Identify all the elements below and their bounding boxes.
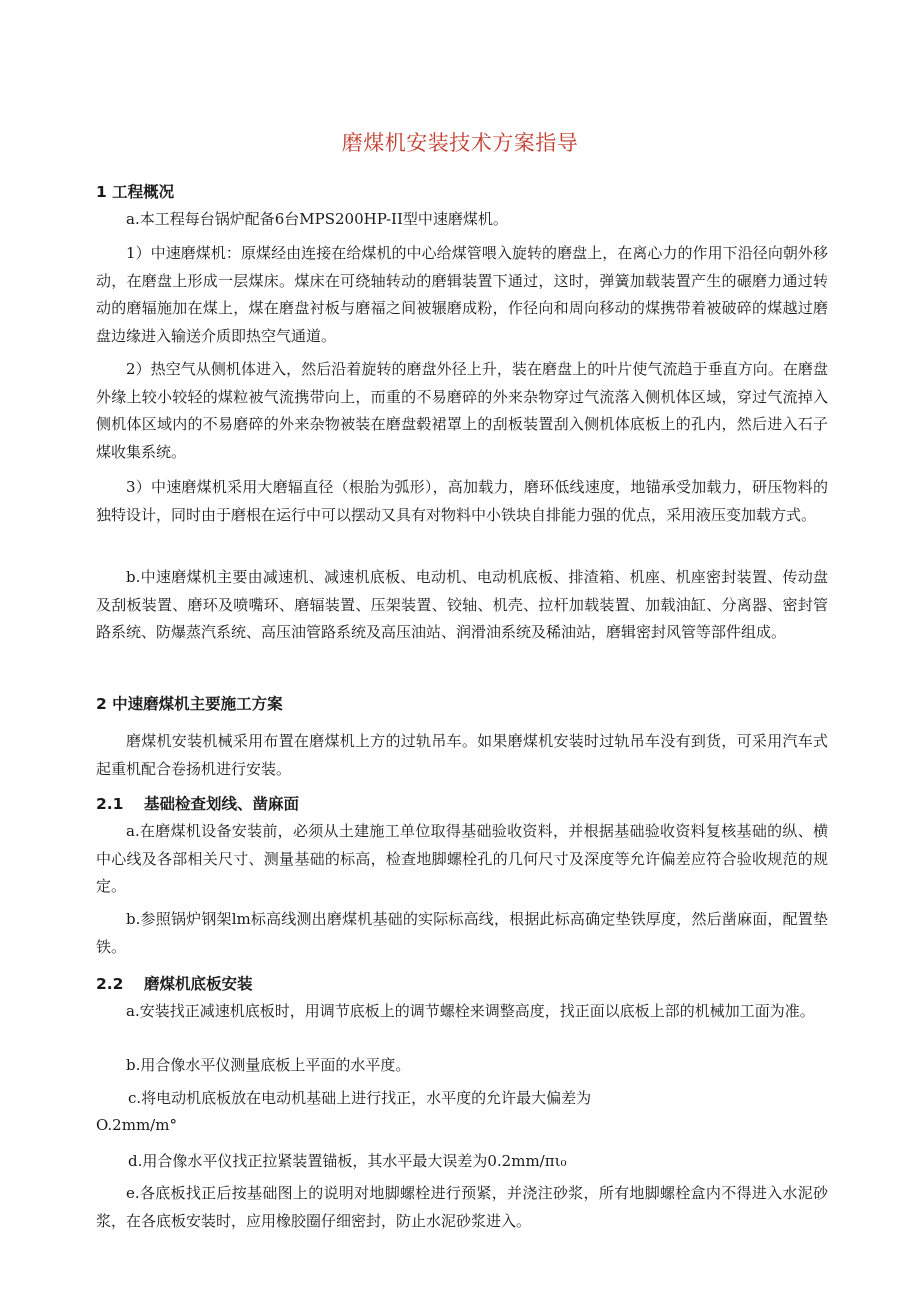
section-2-1-item-a: a.在磨煤机设备安装前，必须从土建施工单位取得基础验收资料，并根据基础验收资料复核基础的纵、横中心线及各部相关尺寸、测量基础的标高，检查地脚螺栓孔的几何尺寸及深度等允许偏差应符合验收规范的规定。 <box>96 822 828 895</box>
section-2-2-item-c: c.将电动机底板放在电动机基础上进行找正，水平度的允许最大偏差为 <box>128 1089 592 1107</box>
section-2-2-item-e: e.各底板找正后按基础图上的说明对地脚螺栓进行预紧，并浇注砂浆，所有地脚螺栓盒内不得进入水泥砂浆，在各底板安装时，应用橡胶圈仔细密封，防止水泥砂浆进入。 <box>96 1184 828 1230</box>
section-2-2-heading <box>96 972 253 994</box>
section-1-para-3: 3）中速磨煤机采用大磨辐直径（根胎为弧形），高加载力，磨环低线速度，地锚承受加载力，研压物料的独特设计，同时由于磨根在运行中可以摆动又具有对物料中小铁块自排能力强的优点，采用液压变加载方式。 <box>96 478 828 524</box>
section-2-2-item-c-value: O.2mm/m° <box>96 1116 177 1134</box>
section-2-1-item-b: b.参照锅炉钢架lm标高线测出磨煤机基础的实际标高线，根据此标高确定垫铁厚度，然后凿麻面，配置垫铁。 <box>96 910 828 956</box>
section-1-item-b: b.中速磨煤机主要由减速机、减速机底板、电动机、电动机底板、排渣箱、机座、机座密封装置、传动盘及刮板装置、磨环及喷嘴环、磨辐装置、压架装置、铰轴、机壳、拉杆加载装置、加载油缸、分离器、密封管路系统、防爆蒸汽系统、高压油管路系统及高压油站、润滑油系统及稀油站，磨辑密封风管等部件组成。 <box>96 568 828 641</box>
section-1-para-2: 2）热空气从侧机体进入，然后沿着旋转的磨盘外径上升，装在磨盘上的叶片使气流趋于垂直方向。在磨盘外缘上较小较轻的煤粒被气流携带向上，而重的不易磨碎的外来杂物穿过气流落入侧机体区域，穿过气流掉入侧机体区域内的不易磨碎的外来杂物被装在磨盘毂裙罩上的刮板装置刮入侧机体底板上的孔内，然后进入石子煤收集系统。 <box>96 360 828 461</box>
section-2-1-number: 2.1 <box>96 795 124 813</box>
section-2-1-title: 基础检查划线、凿麻面 <box>144 795 300 813</box>
section-2-2-number: 2.2 <box>96 975 124 993</box>
section-2-heading: 2 中速磨煤机主要施工方案 <box>96 695 283 713</box>
section-2-2-item-b: b.用合像水平仪测量底板上平面的水平度。 <box>126 1056 411 1074</box>
section-2-1-heading <box>96 792 299 814</box>
section-2-2-title: 磨煤机底板安装 <box>144 975 253 993</box>
section-1-item-a: a.本工程每台锅炉配备6台MPS200HP-II型中速磨煤机。 <box>126 210 508 228</box>
section-1-para-1: 1）中速磨煤机：原煤经由连接在给煤机的中心给煤管喂入旋转的磨盘上，在离心力的作用下沿径向朝外移动，在磨盘上形成一层煤床。煤床在可绕轴转动的磨辑装置下通过，这时，弹簧加载装置产生的碾磨力通过转动的磨辐施加在煤上，煤在磨盘衬板与磨福之间被辗磨成粉，作径向和周向移动的煤携带着被破碎的煤越过磨盘边缘进入输送介质即热空气通道。 <box>96 244 828 345</box>
section-2-2-item-d: d.用合像水平仪找正拉紧装置锚板，其水平最大误差为0.2mm/πι₀ <box>128 1152 567 1170</box>
section-2-2-item-a: a.安装找正减速机底板时，用调节底板上的调节螺栓来调整高度，找正面以底板上部的机械加工面为准。 <box>126 1002 815 1020</box>
section-1-heading: 1 工程概况 <box>96 183 175 201</box>
document-title: 磨煤机安装技术方案指导 <box>341 131 579 155</box>
section-2-intro: 磨煤机安装机械采用布置在磨煤机上方的过轨吊车。如果磨煤机安装时过轨吊车没有到货，可采用汽车式起重机配合卷扬机进行安装。 <box>96 732 828 778</box>
